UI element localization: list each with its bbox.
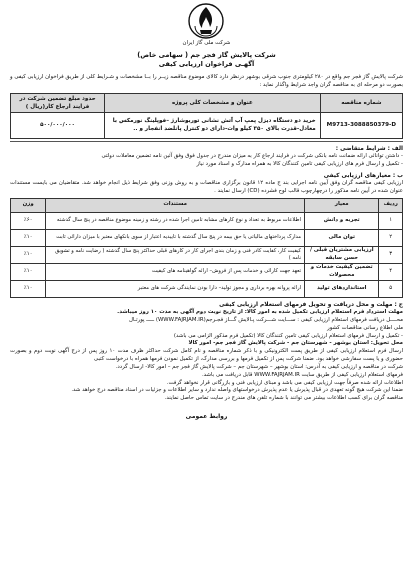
criterion-weight: ٪۱۰ — [11, 263, 46, 280]
header-project-subject: عنوان و مشخصات کلی پروژه — [105, 93, 321, 112]
ad-title: آگهـی فراخوان ارزیابی کیفی — [158, 60, 255, 69]
tender-row — [11, 112, 403, 138]
criteria-row — [11, 263, 403, 280]
criteria-paragraph: ارزیابی کیفی مناقصه گران وفق آیین نامه اجرایی بند ج ماده ۱۲ قانون برگزاری مناقصات و به روش وزنی وفق شرایط ذیل انجام خواهد شد. متقاضیان می بایست مستندات عنوان شده در آیین نامه مذکور را درچهارچوب قالب لوح فشرده (CD) ارسال نمایند . — [10, 180, 403, 194]
nigc-logo — [186, 2, 226, 40]
row-number: ۱ — [379, 212, 403, 229]
project-subject: خرید دو دستگاه دیزل پمپ آب آتش نشانی توربوشارژ –فوپلینگ نورمکس با معادل-قدرت بالای ۳۵۰ کیلو وات-دارای دو کنترل پانلضد انفجار و .. — [105, 112, 321, 138]
header-weight: وزن — [11, 198, 46, 212]
criteria-row — [11, 280, 403, 297]
notice-line: اطلاعات ارائه شده صرفاً جهت ارزیابی کیفی می باشد و مبنای ارزیابی فنی و بازرگانی قرار نخواهد گرفت. — [166, 379, 403, 386]
criterion-weight: ٪۶۰ — [11, 212, 46, 229]
criterion-weight: ٪۱۰ — [11, 229, 46, 246]
intro-paragraph: شرکت پالایش گاز فجر جم واقع در ۲۸۰ کیلومتری جنوب شرقی بوشهر درنظر دارد کالای موضوع مناقصه زیــر را بــا مشخصات و شـرایط کلی از طریق فراخوان ارزیابی کیفی و بصورت دو مرحله ای به مناقصه گران واجد شرایط واگذار نماید : — [10, 73, 404, 89]
notice-line: شرکت در مناقصه و ارزیابی کیفی به آدرس: استان بوشهر – شهرستان جم – شرکت پالایش گاز فجر جم – امور کالا- ارسال گردد. — [115, 363, 403, 370]
criteria-table-header — [11, 198, 403, 212]
criteria-row — [11, 212, 403, 229]
criterion-documents: مدارک پرداختهای مالیاتی یا حق بیمه در پنج سال گذشته با تاییدیه اعتبار از سوی بانکهای معتبر با میزان دارائی ثابت — [46, 229, 305, 246]
flame-logo-icon — [186, 2, 226, 40]
form-completion-line: - تکمیل و ارسال فرمهای استعلام ارزیابی کیفی تامین کنندگان کالا (تکمیل فرم مذکور الزامی می باشد) — [173, 332, 403, 339]
header-tender-number: شماره مناقصه — [320, 93, 402, 112]
deadline-line: مهلت استرداد فرم استعلام ارزیابی تکمیل شده به امور کالا: از تاریخ نوبت دوم آگهی به مدت ۱۰ روز میباشد. — [117, 309, 403, 316]
conditions-title: الف : شرایط متقاضی : — [335, 145, 403, 152]
criterion-name: ارزیابی مشتریان قبلی / حسن سابقه — [305, 246, 379, 263]
delivery-location-line: محل تحویل: استان بوشهر - شهرستان جم - شرکت پالایش گاز فجر جم- امور کالا — [188, 340, 403, 347]
criterion-weight: ٪۱۰ — [11, 280, 46, 297]
row-number: ۲ — [379, 229, 403, 246]
header-criterion: معیار — [305, 198, 379, 212]
notice-line: فرمهای استعلام ارزیابی کیفی از طریق سایت WWW.FAJRJAM.IR قابل دریافت می باشد. — [201, 371, 403, 378]
guarantee-amount: ۵۰۰/۰۰۰/۰۰۰ — [11, 112, 105, 138]
notice-line: مناقصه گران برای کسب اطلاعات بیشتر می توانند با شماره تلفن های مندرج در سایت تماس حاصل نمایند. — [164, 395, 403, 402]
tender-table-header — [11, 93, 403, 112]
header-documents: مستندات — [46, 198, 305, 212]
tender-table — [10, 93, 403, 139]
public-relations-signature: روابط عمومی — [185, 413, 228, 421]
criterion-documents: ارائه پروانه بهره برداری و مجوز تولید– دارا بودن نمایندگی شرکت های معتبر — [46, 280, 305, 297]
condition-item: - داشتن توانائی ارائه ضمانت نامه بانکی شرکت در فرایند ارجاع کار به میزان مندرج در جدول فوق وفق آئین نامه تضمین معاملات دولتی — [101, 153, 403, 160]
criterion-documents: کیفیت کار، کفایت کادر فنی و زمان بندی اجرای کار در کارهای قبلی حداکثر پنج سال گذشته ( رضایت نامه و تشویق نامه ) — [46, 246, 305, 263]
header-row-number: ردیف — [379, 198, 403, 212]
row-number: ۵ — [379, 280, 403, 297]
criterion-documents: اطلاعات مربوط به تعداد و نوع کارهای مشابه تامین اجرا شده در رشته و زمینه موضوع مناقصه در پنج سال گذشته — [46, 212, 305, 229]
criteria-row — [11, 229, 403, 246]
row-number: ۴ — [379, 263, 403, 280]
criterion-name: تضمین کیفیت خدمات و محصولات — [305, 263, 379, 280]
criteria-row — [11, 246, 403, 263]
condition-item: - تکمیل و ارسال فرم های ارزیابی کیفی تامین کنندگان کالا به همراه مدارک و اسناد مورد نیاز — [196, 160, 403, 167]
divider — [10, 141, 403, 142]
tender-number: M9713-3088850379-D — [320, 112, 402, 138]
receipt-location-line: محــــل دریافت فرمهای استعلام ارزیابی کیفی : ســـایت شـــرکت پـالایش گـــاز فجـرجم(WWW.FAJRJAM.IR) ـــــ پورتـال — [129, 316, 403, 323]
receipt-portal-line: ملی اطلاع رسانی مناقصات کشور — [327, 324, 403, 331]
company-title: شرکت پالایش گاز فجر جم ( سهامی خاص) — [137, 50, 276, 59]
row-number: ۳ — [379, 246, 403, 263]
parent-company-name: شرکت ملی گاز ایران — [182, 40, 231, 46]
criterion-name: توان مالی — [305, 229, 379, 246]
criteria-table — [10, 198, 403, 298]
criterion-weight: ٪۱۰ — [11, 246, 46, 263]
criteria-title: ب : معیارهای ارزیابی کیفی — [323, 172, 403, 179]
criterion-documents: تعهد جهت کارائی و خدمات پس از فروش– ارائه گواهینامه های کیفیت — [46, 263, 305, 280]
criterion-name: استانداردهای تولید — [305, 280, 379, 297]
notice-line: ضمنا این شرکت هیچ گونه تعهدی در قبال پذیرش یا عدم پذیرش درخواستهای واصله ندارد و سایر اطلاعات و جزئیات در اسناد مناقصه درج خواهد شد. — [71, 387, 403, 394]
criterion-name: تجربه و دانش — [305, 212, 379, 229]
header-guarantee-amount: حدود مبلغ تضمین شرکت در فرایند ارجاع کار(ریال ) — [11, 93, 105, 112]
notice-line: ارسال فرم استعلام ارزیابی کیفی از طریق پست الکترونیکی و با ذکر شماره مناقصه و نام کامل شرکت حداکثر ظرف مدت ۱۰ روز پس از درج آگهی نوبت دوم و بصورت حضوری و یا پست سفارشی خواهد بود. ضمنا شرکت پس از تکمیل فرمها و بررسی مدارک، از تکمیل نمودن فرمها همراه با درخواست کتبی — [10, 348, 403, 363]
receipt-title: ج : مهلت و محل دریافت و تحویل فرمهای استعلام ارزیابی کیفی — [219, 301, 403, 308]
